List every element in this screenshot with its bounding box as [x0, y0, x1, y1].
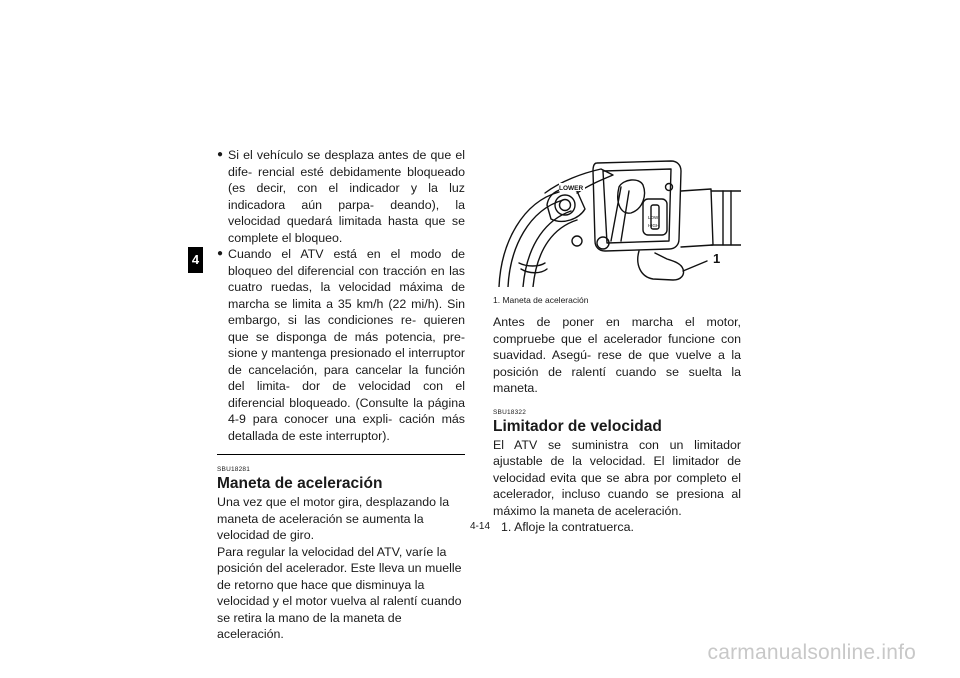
bullet-list — [217, 147, 465, 444]
watermark: carmanualsonline.info — [707, 641, 916, 664]
throttle-lever-illustration — [493, 147, 741, 287]
page-number: 4-14 — [469, 521, 490, 532]
callout-number: 1 — [713, 251, 721, 266]
lower-label: LOWER — [559, 185, 584, 192]
body-paragraph: Una vez que el motor gira, desplazando la maneta de aceleración se aumenta la velocidad de giro. — [217, 495, 450, 542]
section-code: SBU18322 — [493, 408, 527, 416]
numbered-step: 1. Afloje la contratuerca. — [501, 520, 634, 534]
body-paragraph: Para regular la velocidad del ATV, varíe la posición del acelerador. Este lleva un muelle de retorno que hace que disminuya la velocidad y el motor vuelva al ralentí cuando se retira la mano de la maneta de aceleración. — [217, 544, 462, 641]
left-column — [217, 147, 465, 643]
bullet-item: ● Cuando el ATV está en el modo de bloqueo del diferencial con tracción en las cuatro ruedas, la velocidad máxima de marcha se limita a 35 km/h (22 mi/h). Sin embargo, si las condiciones re- quieren que se disponga de más potencia, pre- sione y mantenga presionado el interruptor de cancelación, para cancelar la función del limita- dor de velocidad con el diferencial bloqueado. (Consulte la página 4-9 para conocer una expli- cación más detallada de este interruptor). — [217, 246, 465, 444]
bullet-item: ● Si el vehículo se desplaza antes de que el dife- rencial esté debidamente bloqueado (es decir, con el indicador y la luz indicadora aún parpa- deando), la velocidad quedará limitada hasta que se complete el bloqueo. — [217, 147, 465, 246]
section-heading: Limitador de velocidad — [493, 417, 662, 435]
chapter-tab: 4 — [188, 247, 203, 273]
right-column — [493, 147, 741, 536]
section-divider — [217, 454, 465, 455]
body-paragraph: El ATV se suministra con un limitador ajustable de la velocidad. El limitador de velocidad evita que se abra por completo el acelerador, incluso cuando se presiona al máximo la maneta de aceleración. — [493, 437, 741, 518]
body-paragraph: Antes de poner en marcha el motor, compruebe que el acelerador funcione con suavidad. Asegú- rese de que vuelve a la posición de ralentí cuando se suelta la maneta. — [493, 315, 741, 395]
low-label: LOW — [648, 215, 659, 220]
figure-caption: 1. Maneta de aceleración — [493, 295, 589, 305]
high-label: HIGH — [648, 223, 660, 228]
section-heading: Maneta de aceleración — [217, 475, 383, 492]
section-code: SBU18281 — [217, 466, 251, 473]
